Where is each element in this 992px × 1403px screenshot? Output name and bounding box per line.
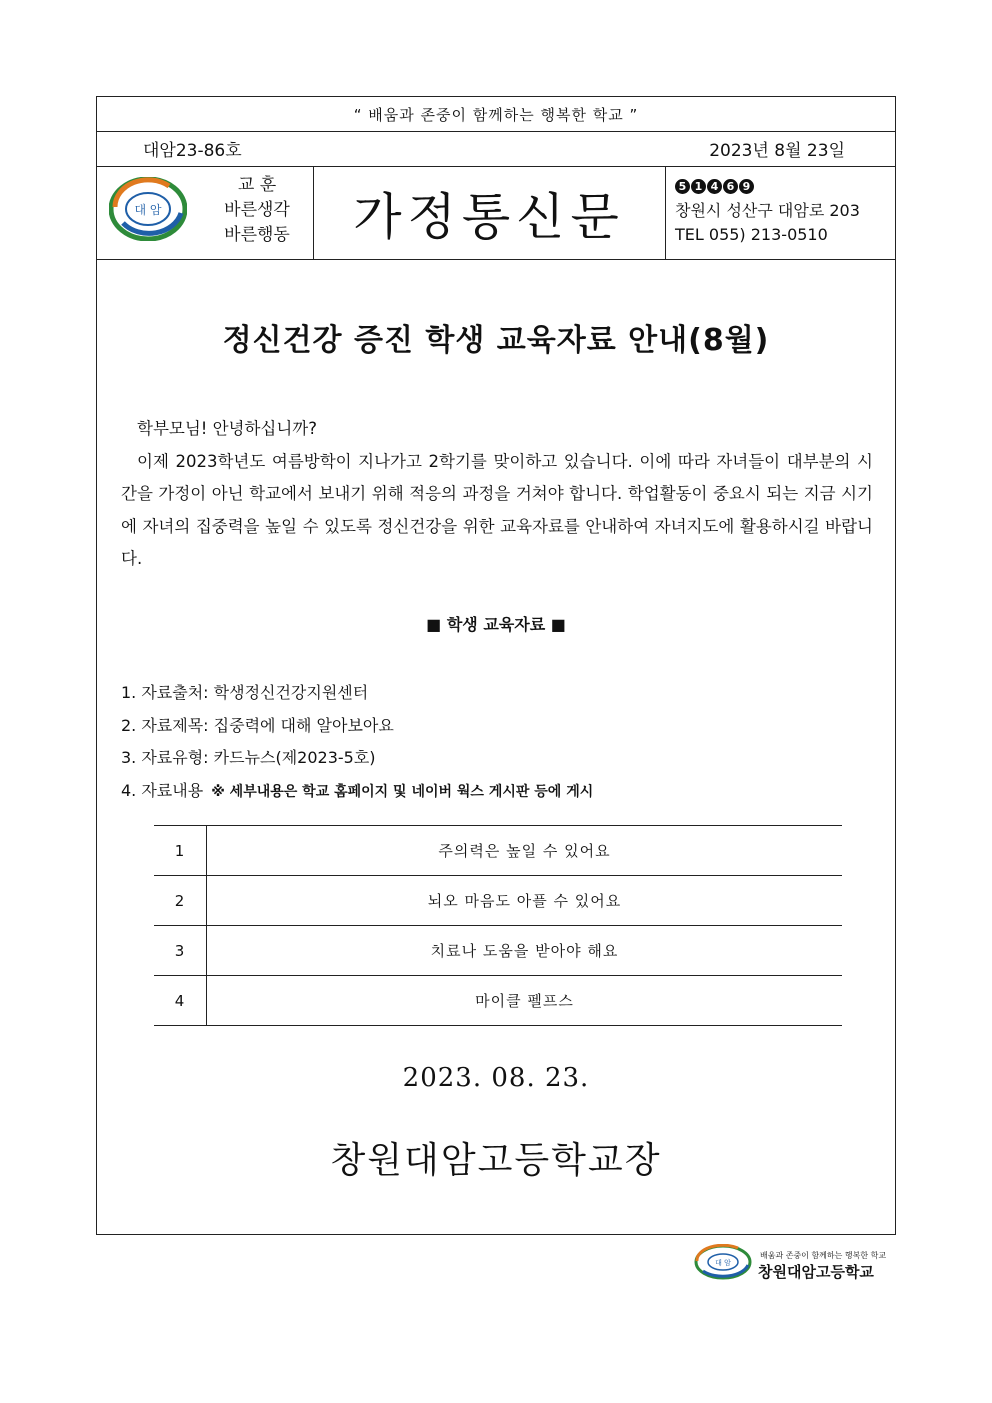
school-telephone: TEL 055) 213-0510 [675, 225, 828, 244]
row-number: 4 [154, 976, 207, 1026]
motto-line-1: 바른생각 [224, 200, 290, 220]
school-slogan: “ 배움과 존중이 함께하는 행복한 학교 ” [97, 97, 895, 132]
zip-digit: 1 [691, 179, 706, 194]
motto-cell [97, 167, 314, 259]
list-item [121, 775, 593, 809]
row-title: 뇌오 마음도 아플 수 있어요 [207, 876, 843, 926]
motto-line-2: 바른행동 [224, 225, 290, 245]
title-cell [313, 167, 666, 259]
contact-info [675, 199, 897, 247]
document-date: 2023년 8월 23일 [709, 141, 845, 161]
table-row [154, 876, 842, 926]
row-number: 3 [154, 926, 207, 976]
row-title: 주의력은 높일 수 있어요 [207, 826, 843, 876]
school-motto [209, 173, 305, 248]
row-number: 1 [154, 826, 207, 876]
issue-date: 2023. 08. 23. [402, 1063, 590, 1093]
footer-slogan: 배움과 존중이 함께하는 행복한 학교 [760, 1251, 887, 1260]
motto-heading: 교 훈 [237, 175, 277, 195]
row-title: 마이클 펠프스 [207, 976, 843, 1026]
school-address: 창원시 성산구 대암로 203 [675, 201, 860, 220]
principal-signature: 창원대암고등학교장 [330, 1140, 662, 1181]
school-logo-icon [109, 177, 187, 241]
logo-center-text: 대 암 [134, 203, 162, 217]
contact-cell [665, 167, 897, 259]
letter-header [97, 167, 895, 260]
table-row [154, 926, 842, 976]
table-row [154, 826, 842, 876]
list-item-label: 4. 자료내용 [121, 780, 204, 800]
letter-frame [96, 96, 896, 1235]
material-info-list [121, 677, 593, 808]
list-item: 1. 자료출처: 학생정신건강지원센터 [121, 683, 369, 702]
zip-digit: 4 [707, 179, 722, 194]
document-info-row [97, 131, 895, 167]
material-table [154, 825, 842, 1026]
notice-body [121, 413, 873, 576]
list-item: 2. 자료제목: 집중력에 대해 알아보아요 [121, 715, 394, 735]
footer-brand [694, 1244, 894, 1284]
footer-school-name: 창원대암고등학교 [758, 1263, 874, 1281]
footer-logo-icon [694, 1244, 752, 1280]
paper-title: 가정통신문 [353, 188, 625, 246]
row-number: 2 [154, 876, 207, 926]
section-heading: ■ 학생 교육자료 ■ [426, 615, 566, 634]
zip-digit: 9 [739, 179, 754, 194]
table-row [154, 976, 842, 1026]
content-note: ※ 세부내용은 학교 홈페이지 및 네이버 웍스 게시판 등에 게시 [211, 783, 594, 800]
zip-digit: 6 [723, 179, 738, 194]
notice-title: 정신건강 증진 학생 교육자료 안내(8월) [222, 323, 770, 358]
row-title: 치료나 도움을 받아야 해요 [207, 926, 843, 976]
footer-logo-text: 대 암 [715, 1259, 731, 1267]
document-number: 대암23-86호 [143, 141, 242, 161]
zip-code [675, 179, 897, 194]
body-paragraph: 이제 2023학년도 여름방학이 지나가고 2학기를 맞이하고 있습니다. 이에 따라 자녀들이 대부분의 시간을 가정이 아닌 학교에서 보내기 위해 적응의 과정을 거쳐야 합니다. 학업활동이 중요시 되는 지금 시기에 자녀의 집중력을 높일 수 있도록 정신건강을 위한 교육자료를 안내하여 자녀지도에 활용하시길 바랍니다. [121, 451, 873, 568]
list-item: 3. 자료유형: 카드뉴스(제2023-5호) [121, 748, 376, 767]
zip-digit: 5 [675, 179, 690, 194]
greeting: 학부모님! 안녕하십니까? [137, 419, 318, 438]
